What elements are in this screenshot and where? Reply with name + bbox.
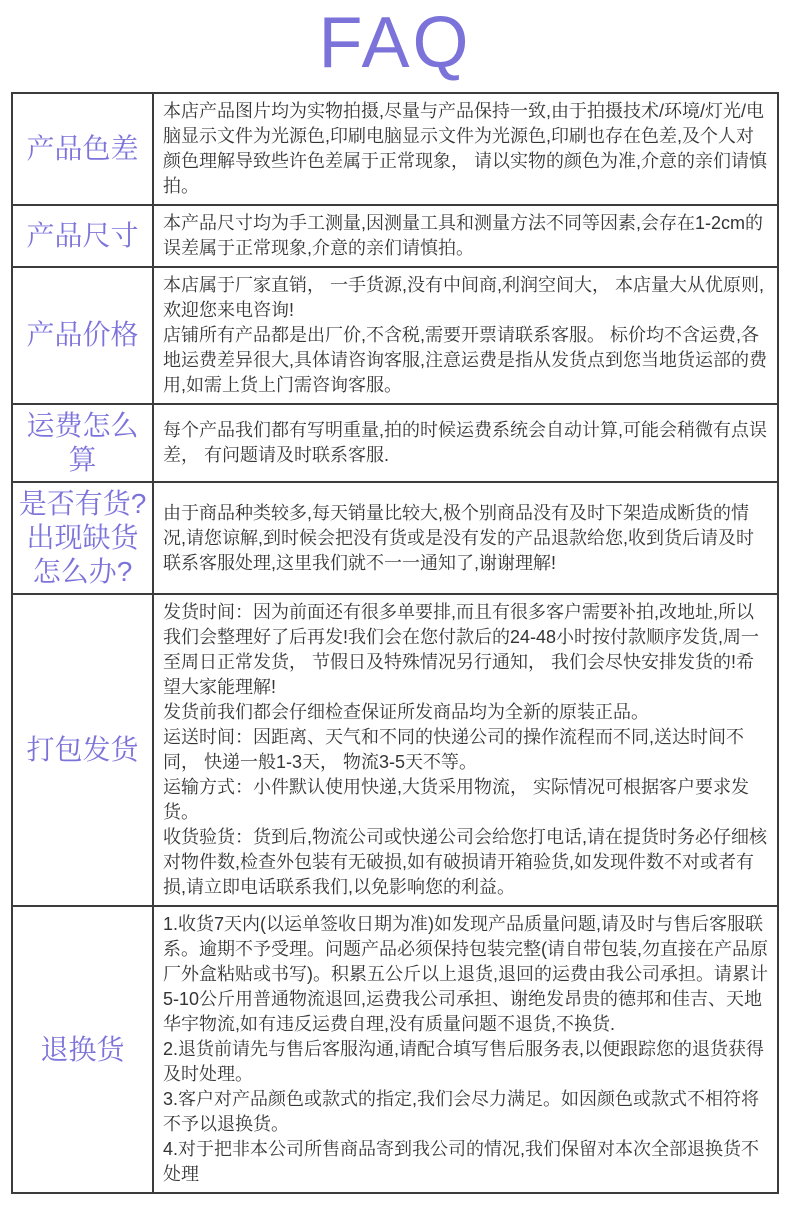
faq-paragraph: 发货时间：因为前面还有很多单要排,而且有很多客户需要补拍,改地址,所以我们会整理好了后再发!我们会在您付款后的24-48小时按付款顺序发货,周一至周日正常发货， 节假日及特殊情况另行通知， 我们会尽快安排发货的!希望大家能理解! bbox=[163, 602, 760, 698]
faq-row-content bbox=[153, 482, 778, 594]
faq-paragraph: 2.退货前请先与售后客服沟通,请配合填写售后服务表,以便跟踪您的退货获得及时处理。 bbox=[163, 1039, 765, 1085]
faq-row bbox=[12, 205, 778, 267]
faq-paragraph: 3.客户对产品颜色或款式的指定,我们会尽力满足。如因颜色或款式不相符将不予以退换货。 bbox=[163, 1089, 760, 1135]
faq-paragraph: 运输方式：小件默认使用快递,大货采用物流， 实际情况可根据客户要求发货。 bbox=[163, 777, 749, 823]
faq-paragraph: 4.对于把非本公司所售商品寄到我公司的情况,我们保留对本次全部退换货不处理 bbox=[163, 1139, 760, 1185]
faq-paragraph: 收货验货：货到后,物流公司或快递公司会给您打电话,请在提货时务必仔细核对物件数,检查外包装有无破损,如有破损请开箱验货,如发现件数不对或者有损,请立即电话联系我们,以免影响您的利益。 bbox=[163, 827, 767, 898]
faq-row-content bbox=[153, 267, 778, 404]
faq-row-content bbox=[153, 205, 778, 267]
faq-row-label: 产品色差 bbox=[12, 93, 153, 205]
faq-paragraph: 本产品尺寸均为手工测量,因测量工具和测量方法不同等因素,会存在1-2cm的误差属于正常现象,介意的亲们请慎拍。 bbox=[163, 212, 764, 258]
faq-row bbox=[12, 594, 778, 906]
faq-row bbox=[12, 267, 778, 404]
faq-paragraph: 本店产品图片均为实物拍摄,尽量与产品保持一致,由于拍摄技术/环境/灯光/电脑显示文件为光源色,印刷电脑显示文件为光源色,印刷也存在色差,及个人对颜色理解导致些许色差属于正常现象， 请以实物的颜色为准,介意的亲们请慎拍。 bbox=[163, 100, 767, 196]
faq-paragraph: 本店属于厂家直销， 一手货源,没有中间商,利润空间大， 本店量大从优原则,欢迎您来电咨询! bbox=[163, 274, 765, 320]
faq-row-content bbox=[153, 906, 778, 1193]
faq-table bbox=[11, 92, 779, 1195]
faq-paragraph: 运送时间：因距离、天气和不同的快递公司的操作流程而不同,送达时间不同， 快递一般1-3天， 物流3-5天不等。 bbox=[163, 727, 744, 773]
faq-row bbox=[12, 93, 778, 205]
faq-row-label: 是否有货?出现缺货怎么办? bbox=[12, 482, 153, 594]
faq-paragraph: 每个产品我们都有写明重量,拍的时候运费系统会自动计算,可能会稍微有点误差， 有问题请及时联系客服. bbox=[163, 419, 767, 465]
faq-row-label: 运费怎么算 bbox=[12, 404, 153, 482]
faq-paragraph: 店铺所有产品都是出厂价,不含税,需要开票请联系客服。 标价均不含运费,各地运费差异很大,具体请咨询客服,注意运费是指从发货点到您当地货运部的费用,如需上货上门需咨询客服。 bbox=[163, 324, 767, 395]
faq-row-label: 打包发货 bbox=[12, 594, 153, 906]
faq-row-content bbox=[153, 594, 778, 906]
faq-row-label: 产品价格 bbox=[12, 267, 153, 404]
faq-row bbox=[12, 906, 778, 1193]
faq-paragraph: 1.收货7天内(以运单签收日期为准)如发现产品质量问题,请及时与售后客服联系。逾期不予受理。问题产品必须保持包装完整(请自带包装,勿直接在产品原厂外盒粘贴或书写)。积累五公斤以上退货,退回的运费由我公司承担。请累计5-10公斤用普通物流退回,运费我公司承担、谢绝发昂贵的德邦和佳吉、天地华宇物流,如有违反运费自理,没有质量问题不退货,不换货. bbox=[163, 914, 768, 1035]
faq-row-content bbox=[153, 404, 778, 482]
faq-row bbox=[12, 404, 778, 482]
faq-paragraph: 由于商品种类较多,每天销量比较大,极个别商品没有及时下架造成断货的情况,请您谅解,到时候会把没有货或是没有发的产品退款给您,收到货后请及时联系客服处理,这里我们就不一一通知了,谢谢理解! bbox=[163, 502, 754, 573]
bottom-spacer bbox=[0, 1194, 790, 1216]
faq-paragraph: 发货前我们都会仔细检查保证所发商品均为全新的原装正品。 bbox=[163, 702, 649, 723]
faq-row bbox=[12, 482, 778, 594]
faq-row-label: 退换货 bbox=[12, 906, 153, 1193]
faq-row-label: 产品尺寸 bbox=[12, 205, 153, 267]
faq-row-content bbox=[153, 93, 778, 205]
page-title: FAQ bbox=[318, 3, 472, 83]
